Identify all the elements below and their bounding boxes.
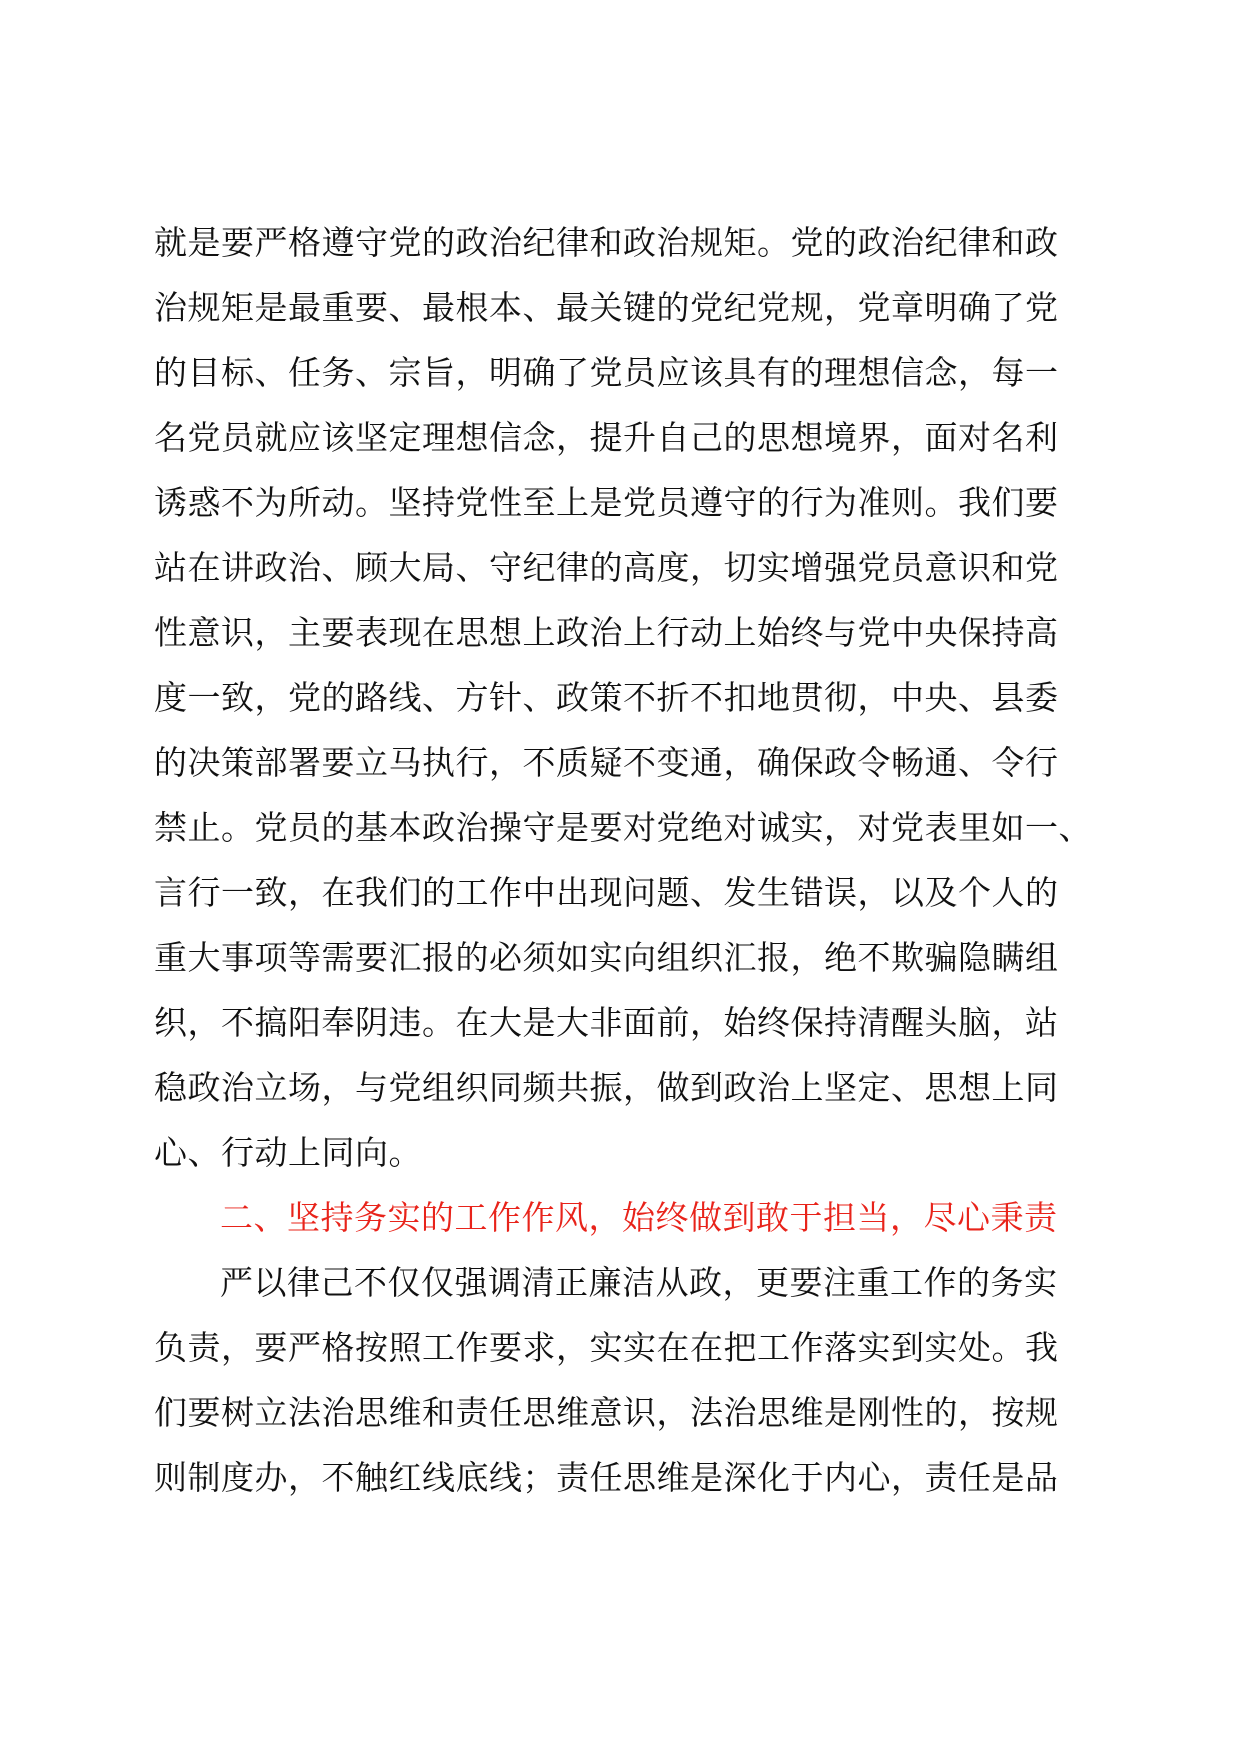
paragraph-line: 性意识，主要表现在思想上政治上行动上始终与党中央保持高 (154, 613, 1059, 652)
document-body (154, 210, 1114, 1510)
paragraph-line: 们要树立法治思维和责任思维意识，法治思维是刚性的，按规 (154, 1393, 1059, 1432)
paragraph-line: 诱惑不为所动。坚持党性至上是党员遵守的行为准则。我们要 (154, 483, 1059, 522)
paragraph-line: 严以律己不仅仅强调清正廉洁从政，更要注重工作的务实 (220, 1263, 1058, 1302)
paragraph-line: 就是要严格遵守党的政治纪律和政治规矩。党的政治纪律和政 (154, 223, 1059, 262)
paragraph-line: 度一致，党的路线、方针、政策不折不扣地贯彻，中央、县委 (154, 678, 1059, 717)
paragraph-line: 禁止。党员的基本政治操守是要对党绝对诚实，对党表里如一、 (154, 808, 1092, 847)
paragraph-line: 言行一致，在我们的工作中出现问题、发生错误，以及个人的 (154, 873, 1059, 912)
paragraph-line: 织，不搞阳奉阴违。在大是大非面前，始终保持清醒头脑，站 (154, 1003, 1059, 1042)
paragraph-line: 则制度办，不触红线底线；责任思维是深化于内心，责任是品 (154, 1458, 1059, 1497)
paragraph-line: 重大事项等需要汇报的必须如实向组织汇报，绝不欺骗隐瞒组 (154, 938, 1059, 977)
paragraph-line: 负责，要严格按照工作要求，实实在在把工作落实到实处。我 (154, 1328, 1059, 1367)
paragraph-line: 站在讲政治、顾大局、守纪律的高度，切实增强党员意识和党 (154, 548, 1059, 587)
paragraph-line: 名党员就应该坚定理想信念，提升自己的思想境界，面对名利 (154, 418, 1059, 457)
paragraph-line: 的决策部署要立马执行，不质疑不变通，确保政令畅通、令行 (154, 743, 1059, 782)
paragraph-line: 心、行动上同向。 (154, 1133, 422, 1172)
paragraph-line: 治规矩是最重要、最根本、最关键的党纪党规，党章明确了党 (154, 288, 1059, 327)
paragraph-line: 的目标、任务、宗旨，明确了党员应该具有的理想信念，每一 (154, 353, 1059, 392)
section-heading: 二、坚持务实的工作作风，始终做到敢于担当，尽心秉责 (220, 1198, 1058, 1237)
paragraph-line: 稳政治立场，与党组织同频共振，做到政治上坚定、思想上同 (154, 1068, 1059, 1107)
